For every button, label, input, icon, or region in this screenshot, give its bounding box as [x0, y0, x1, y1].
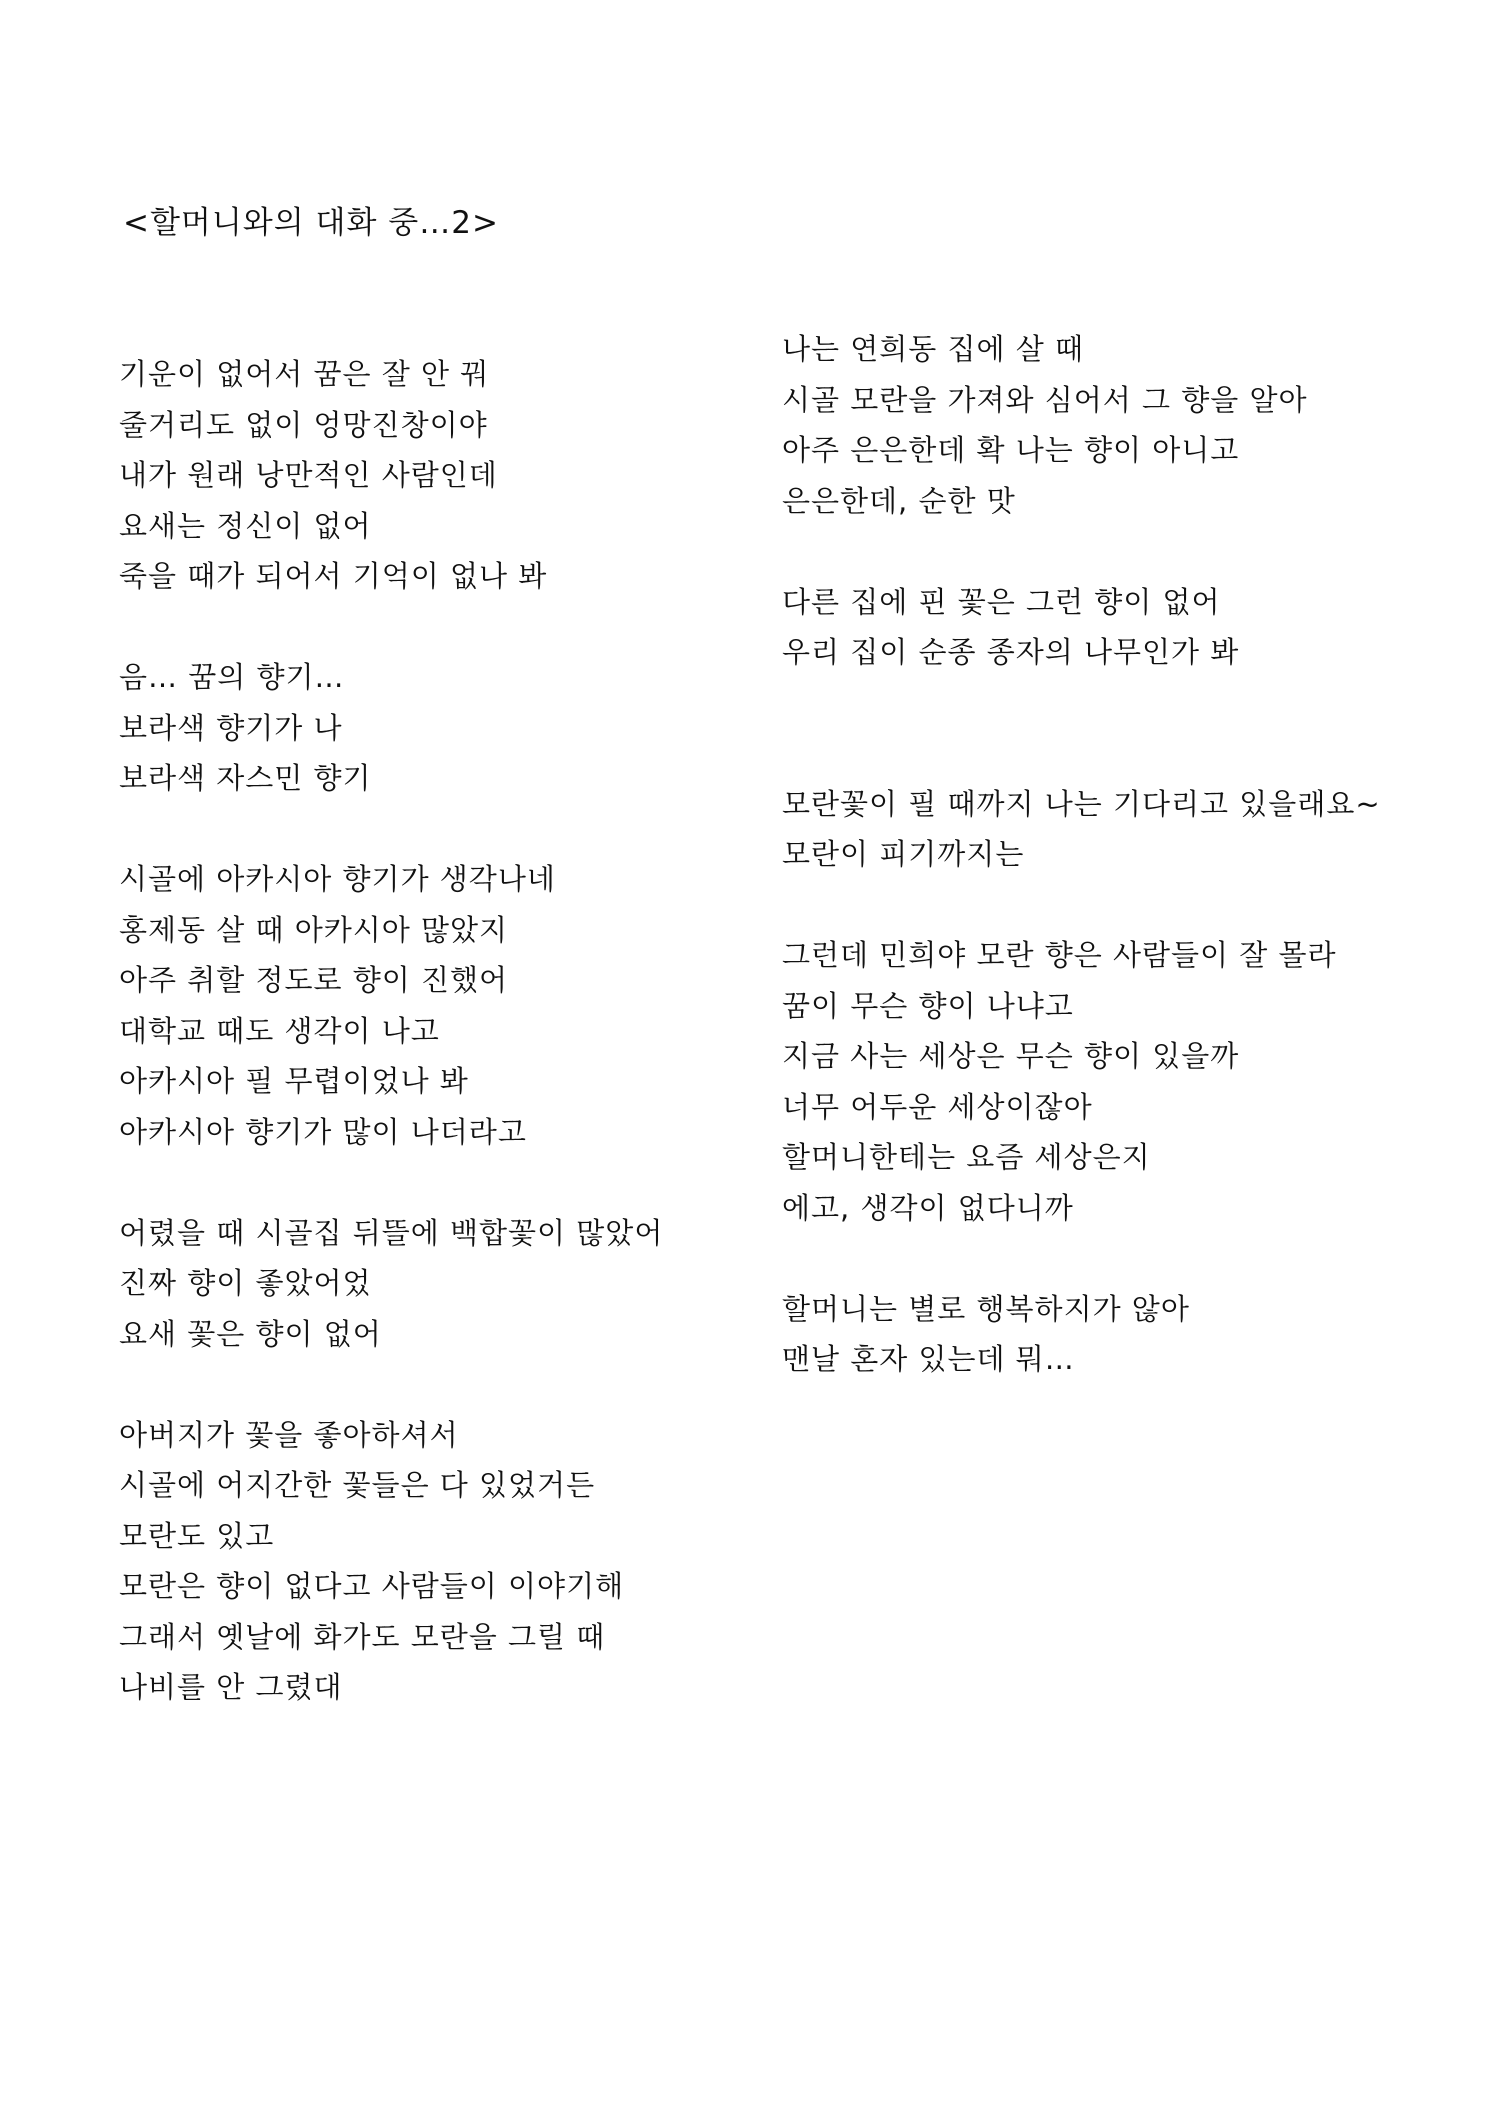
- verse-line: 아카시아 필 무렵이었나 봐: [119, 1064, 469, 1098]
- verse-line: 대학교 때도 생각이 나고: [119, 1013, 440, 1048]
- verse-line: 꿈이 무슨 향이 나냐고: [782, 988, 1074, 1023]
- verse-line: 진짜 향이 좋았어었: [119, 1266, 372, 1300]
- stanza: [782, 324, 1482, 526]
- verse-line: 모란꽃이 필 때까지 나는 기다리고 있을래요~: [782, 786, 1381, 821]
- stanza: [119, 349, 759, 602]
- verse-line: 지금 사는 세상은 무슨 향이 있을까: [782, 1039, 1240, 1073]
- verse-line: 아주 은은한데 확 나는 향이 아니고: [782, 433, 1240, 467]
- right-column: [782, 324, 1482, 1435]
- verse-line: 에고, 생각이 없다니까: [782, 1190, 1074, 1225]
- stanza: [782, 779, 1482, 880]
- verse-line: 보라색 향기가 나: [119, 710, 343, 745]
- verse-line: 줄거리도 없이 엉망진창이야: [119, 407, 488, 442]
- verse-line: 나는 연희동 집에 살 때: [782, 332, 1084, 366]
- stanza: [119, 1410, 759, 1713]
- verse-line: 그런데 민희야 모란 향은 사람들이 잘 몰라: [782, 938, 1337, 972]
- verse-line: 그래서 옛날에 화가도 모란을 그릴 때: [119, 1619, 606, 1654]
- stanza: [782, 1284, 1482, 1385]
- verse-line: 죽을 때가 되어서 기억이 없나 봐: [119, 559, 548, 593]
- left-column: [119, 349, 759, 1763]
- verse-line: 은은한데, 순한 맛: [782, 483, 1016, 518]
- verse-line: 아주 취할 정도로 향이 진했어: [119, 963, 509, 997]
- verse-line: 시골에 어지간한 꽃들은 다 있었거든: [119, 1468, 596, 1502]
- verse-line: 할머니는 별로 행복하지가 않아: [782, 1291, 1190, 1326]
- verse-line: 어렸을 때 시골집 뒤뜰에 백합꽃이 많았어: [119, 1215, 664, 1250]
- verse-line: 시골에 아카시아 향기가 생각나네: [119, 862, 556, 896]
- verse-line: 모란은 향이 없다고 사람들이 이야기해: [119, 1569, 625, 1603]
- verse-line: 시골 모란을 가져와 심어서 그 향을 알아: [782, 382, 1308, 417]
- stanza: [782, 577, 1482, 678]
- page-title: <할머니와의 대화 중…2>: [123, 205, 499, 241]
- verse-line: 다른 집에 핀 꽃은 그런 향이 없어: [782, 584, 1221, 619]
- verse-line: 모란이 피기까지는: [782, 837, 1025, 871]
- verse-line: 나비를 안 그렸대: [119, 1670, 343, 1704]
- verse-line: 너무 어두운 세상이잖아: [782, 1089, 1093, 1124]
- stanza: [119, 1208, 759, 1360]
- verse-line: 아카시아 향기가 많이 나더라고: [119, 1114, 527, 1149]
- verse-line: 홍제동 살 때 아카시아 많았지: [119, 912, 509, 947]
- verse-line: 할머니한테는 요즘 세상은지: [782, 1140, 1151, 1174]
- verse-line: 음… 꿈의 향기…: [119, 660, 345, 694]
- verse-line: 아버지가 꽃을 좋아하셔서: [119, 1417, 459, 1452]
- stanza: [782, 930, 1482, 1233]
- verse-line: 요새는 정신이 없어: [119, 508, 372, 543]
- verse-line: 모란도 있고: [119, 1518, 275, 1553]
- verse-line: 내가 원래 낭만적인 사람인데: [119, 458, 498, 492]
- verse-line: 맨날 혼자 있는데 뭐…: [782, 1342, 1075, 1376]
- stanza: [119, 652, 759, 804]
- verse-line: 우리 집이 순종 종자의 나무인가 봐: [782, 635, 1240, 669]
- verse-line: 요새 꽃은 향이 없어: [119, 1316, 382, 1351]
- verse-line: 기운이 없어서 꿈은 잘 안 꿔: [119, 357, 490, 391]
- verse-line: 보라색 자스민 향기: [119, 761, 372, 795]
- stanza: [119, 854, 759, 1157]
